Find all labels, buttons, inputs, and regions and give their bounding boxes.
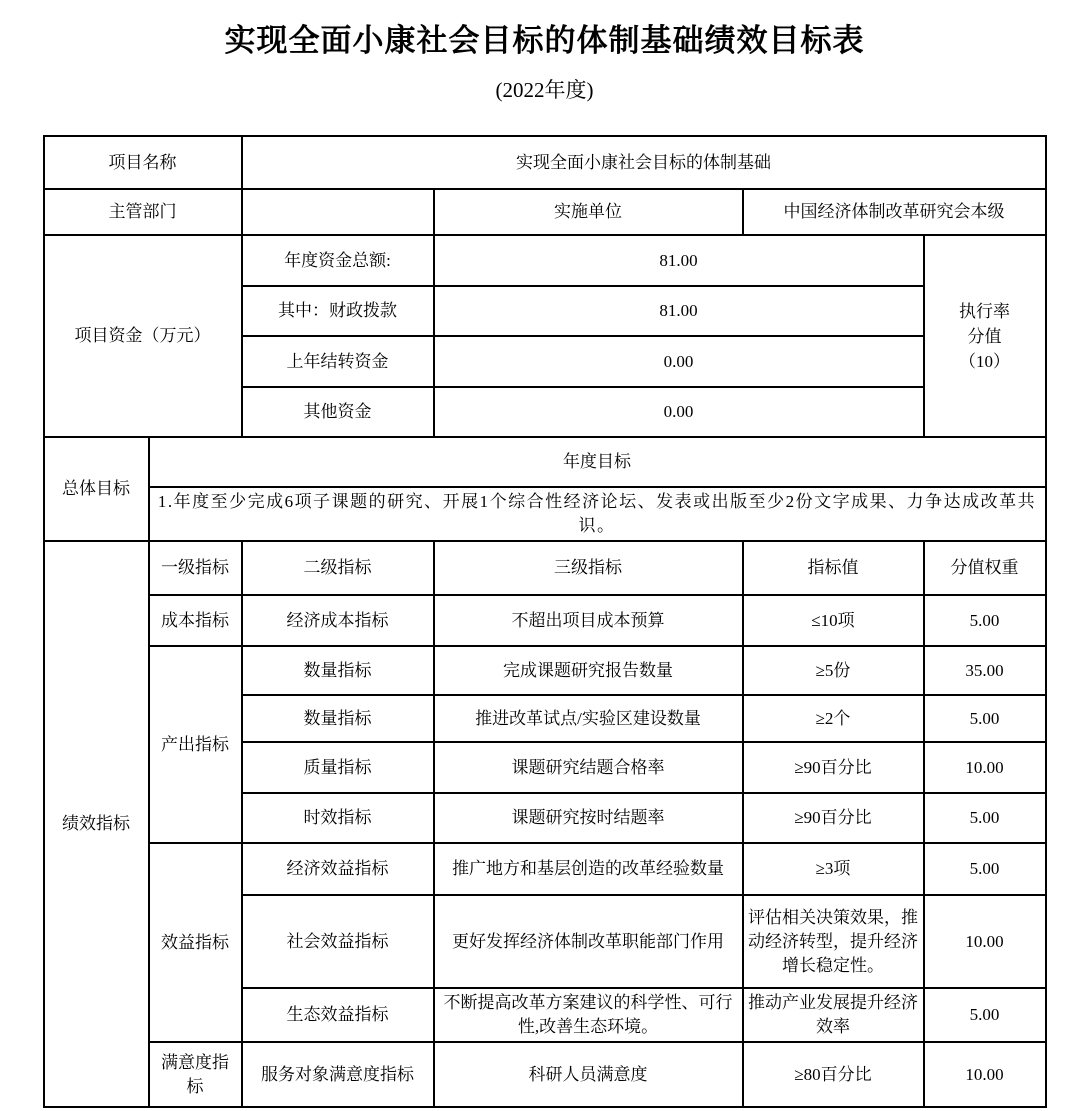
annual-goal-header: 年度目标 [149,437,1046,487]
level3-cell: 科研人员满意度 [434,1042,743,1107]
funding-row-value: 81.00 [434,286,924,336]
level2-cell: 数量指标 [242,646,434,695]
table-row [44,1042,1046,1107]
execution-rate-line: 执行率 [959,301,1010,321]
table-row [44,136,1046,189]
execution-rate-cell [924,235,1046,437]
table-row [44,487,1046,541]
weight-cell: 5.00 [924,843,1046,895]
header-level3: 三级指标 [434,541,743,595]
header-level1: 一级指标 [149,541,242,595]
table-row [44,189,1046,235]
impl-unit-value: 中国经济体制改革研究会本级 [743,189,1046,235]
performance-target-table [43,135,1047,1108]
funding-row-value: 0.00 [434,387,924,437]
weight-cell: 35.00 [924,646,1046,695]
value-cell: ≥80百分比 [743,1042,924,1107]
page-subtitle: (2022年度) [495,78,594,102]
level1-cell: 满意度指标 [149,1042,242,1107]
dept-label: 主管部门 [44,189,242,235]
value-cell: ≥5份 [743,646,924,695]
overall-goal-label: 总体目标 [44,437,149,541]
value-cell: ≥3项 [743,843,924,895]
level2-cell: 服务对象满意度指标 [242,1042,434,1107]
dept-value [242,189,434,235]
table-row [44,437,1046,487]
level2-cell: 质量指标 [242,742,434,793]
level2-cell: 经济成本指标 [242,595,434,646]
header-value: 指标值 [743,541,924,595]
funding-row-label: 其他资金 [242,387,434,437]
value-cell: 推动产业发展提升经济效率 [743,988,924,1042]
execution-rate-line: 分值 [967,326,1002,346]
page-title: 实现全面小康社会目标的体制基础绩效目标表 [224,23,865,58]
level3-cell: 推广地方和基层创造的改革经验数量 [434,843,743,895]
table-row [44,541,1046,595]
level3-cell: 不超出项目成本预算 [434,595,743,646]
weight-cell: 10.00 [924,895,1046,988]
header-level2: 二级指标 [242,541,434,595]
header-weight: 分值权重 [924,541,1046,595]
execution-rate-line: （10） [959,351,1010,371]
impl-unit-label: 实施单位 [434,189,743,235]
funding-section-label: 项目资金（万元） [44,235,242,437]
level3-cell: 更好发挥经济体制改革职能部门作用 [434,895,743,988]
funding-row-label: 其中：财政拨款 [242,286,434,336]
value-cell: ≥2个 [743,695,924,742]
table-row [44,235,1046,286]
weight-cell: 5.00 [924,988,1046,1042]
funding-row-label: 上年结转资金 [242,336,434,387]
table-row [44,843,1046,895]
performance-indicator-label: 绩效指标 [44,541,149,1107]
project-name-label: 项目名称 [44,136,242,189]
value-cell: ≤10项 [743,595,924,646]
level3-cell: 完成课题研究报告数量 [434,646,743,695]
value-cell: 评估相关决策效果，推动经济转型，提升经济增长稳定性。 [743,895,924,988]
level3-cell: 推进改革试点/实验区建设数量 [434,695,743,742]
level2-cell: 经济效益指标 [242,843,434,895]
weight-cell: 10.00 [924,1042,1046,1107]
weight-cell: 5.00 [924,695,1046,742]
funding-row-value: 81.00 [434,235,924,286]
level1-cell: 效益指标 [149,843,242,1042]
table-row [44,646,1046,695]
level1-cell: 成本指标 [149,595,242,646]
value-cell: ≥90百分比 [743,793,924,843]
level3-cell: 不断提高改革方案建议的科学性、可行性,改善生态环境。 [434,988,743,1042]
weight-cell: 5.00 [924,595,1046,646]
level2-cell: 社会效益指标 [242,895,434,988]
project-name-value: 实现全面小康社会目标的体制基础 [242,136,1046,189]
level2-cell: 生态效益指标 [242,988,434,1042]
level3-cell: 课题研究按时结题率 [434,793,743,843]
level3-cell: 课题研究结题合格率 [434,742,743,793]
level2-cell: 时效指标 [242,793,434,843]
funding-row-label: 年度资金总额: [242,235,434,286]
weight-cell: 10.00 [924,742,1046,793]
weight-cell: 5.00 [924,793,1046,843]
table-row [44,595,1046,646]
value-cell: ≥90百分比 [743,742,924,793]
funding-row-value: 0.00 [434,336,924,387]
level2-cell: 数量指标 [242,695,434,742]
annual-goal-content: 1.年度至少完成6项子课题的研究、开展1个综合性经济论坛、发表或出版至少2份文字成果、力争达成改革共识。 [149,487,1046,541]
level1-cell: 产出指标 [149,646,242,843]
